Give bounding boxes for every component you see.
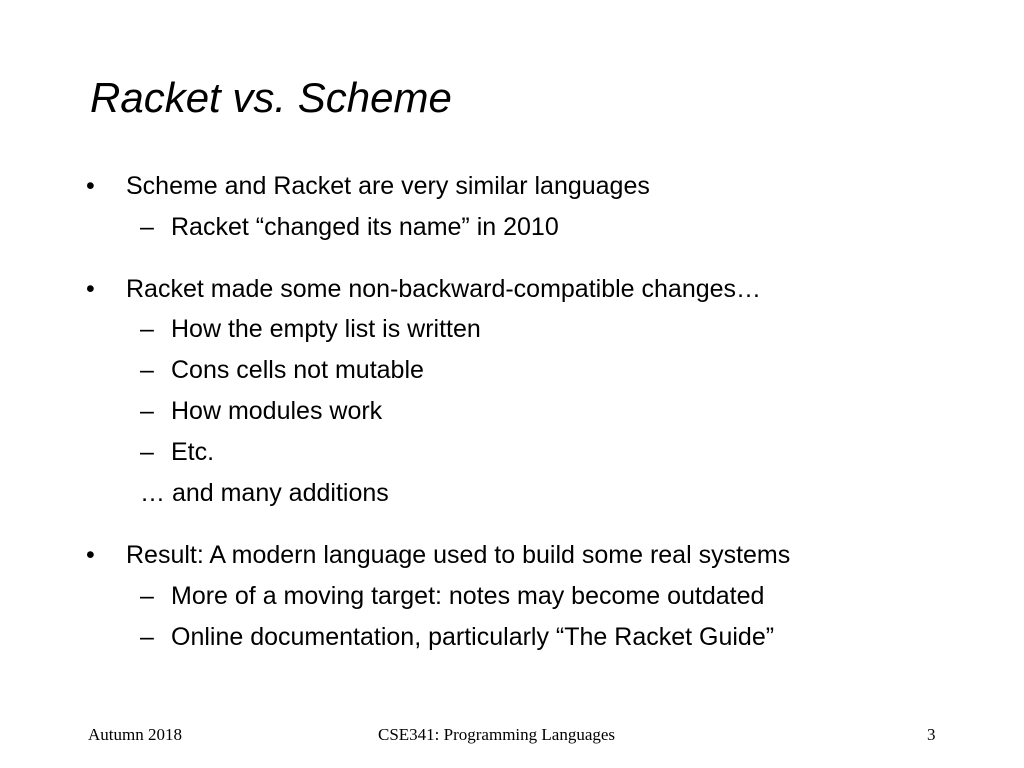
subitem-text: Etc. — [171, 438, 215, 466]
trailing-note: … and many additions — [140, 479, 389, 507]
subitem-text: How the empty list is written — [171, 315, 481, 343]
bullet-marker: • — [86, 541, 95, 569]
bullet-text: Scheme and Racket are very similar languages — [126, 172, 650, 200]
subitem-marker: – — [140, 213, 154, 241]
bullet-text: Result: A modern language used to build some real systems — [126, 541, 791, 569]
bullet-marker: • — [86, 172, 95, 200]
subitem-text: Cons cells not mutable — [171, 356, 424, 384]
subitem-marker: – — [140, 397, 154, 425]
subitem-marker: – — [140, 438, 154, 466]
bullet-text: Racket made some non-backward-compatible changes… — [126, 275, 762, 303]
subitem-marker: – — [140, 582, 154, 610]
footer-term: Autumn 2018 — [88, 725, 182, 744]
footer-page-number: 3 — [927, 725, 936, 744]
slide-title: Racket vs. Scheme — [90, 74, 452, 121]
bullet-marker: • — [86, 275, 95, 303]
footer-course: CSE341: Programming Languages — [378, 725, 616, 744]
subitem-text: More of a moving target: notes may become outdated — [171, 582, 765, 610]
subitem-text: Racket “changed its name” in 2010 — [171, 213, 559, 241]
subitem-marker: – — [140, 623, 154, 651]
subitem-marker: – — [140, 356, 154, 384]
subitem-marker: – — [140, 315, 154, 343]
subitem-text: How modules work — [171, 397, 383, 425]
subitem-text: Online documentation, particularly “The Racket Guide” — [171, 623, 775, 651]
